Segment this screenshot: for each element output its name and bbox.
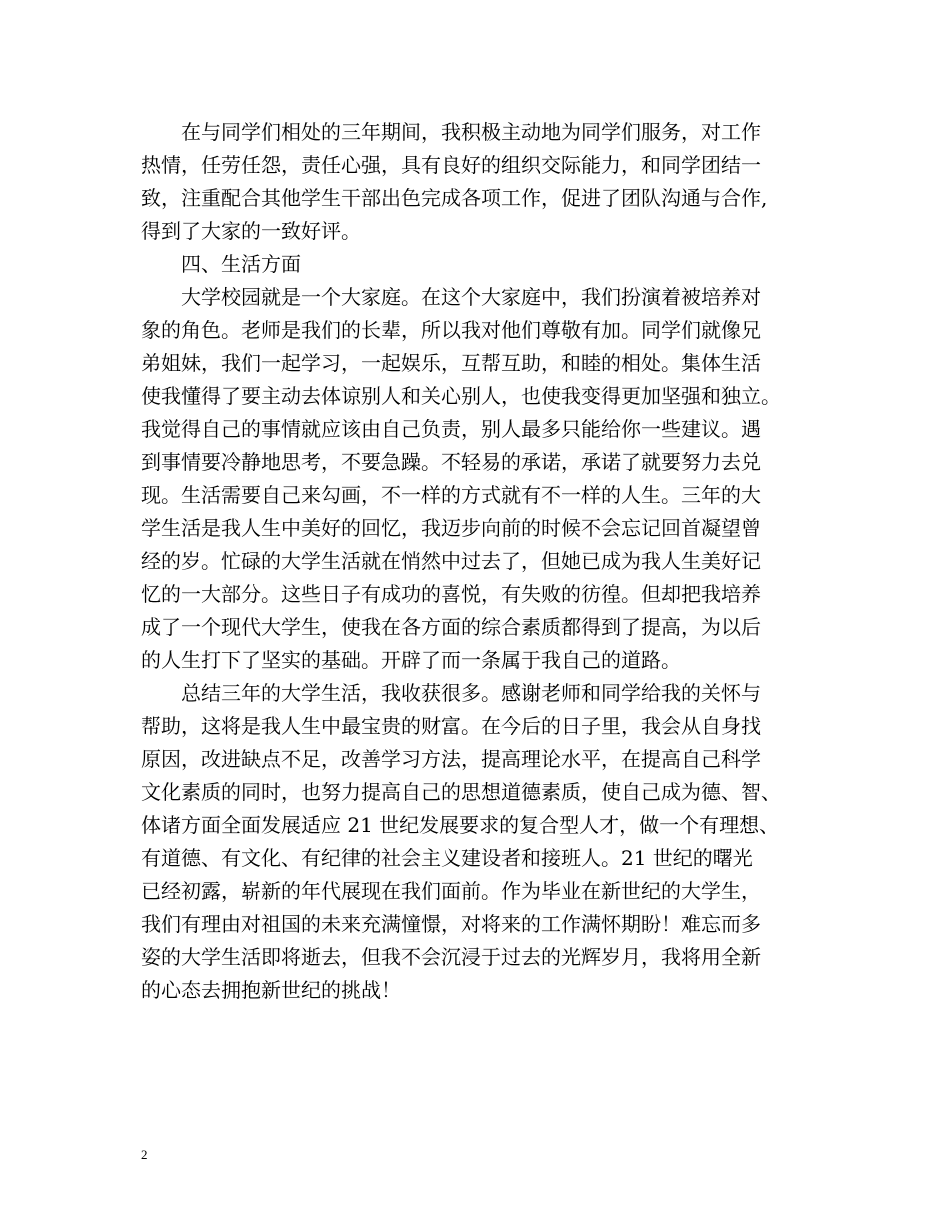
paragraph-line: 原因，改进缺点不足，改善学习方法，提高理论水平，在提高自己科学 [141,747,761,771]
paragraph-line: 经的岁。忙碌的大学生活就在悄然中过去了，但她已成为我人生美好记 [141,549,761,573]
paragraph-line: 到事情要冷静地思考，不要急躁。不轻易的承诺，承诺了就要努力去兑 [141,450,761,474]
paragraph-line: 在与同学们相处的三年期间，我积极主动地为同学们服务，对工作 [181,120,761,144]
paragraph-line: 我觉得自己的事情就应该由自己负责，别人最多只能给你一些建议。遇 [141,417,761,441]
paragraph-line: 弟姐妹，我们一起学习，一起娱乐，互帮互助，和睦的相处。集体生活 [141,351,761,375]
paragraph-line: 得到了大家的一致好评。 [141,219,361,243]
section-heading: 四、生活方面 [181,252,301,276]
paragraph-line: 象的角色。老师是我们的长辈，所以我对他们尊敬有加。同学们就像兄 [141,318,761,342]
paragraph-line: 成了一个现代大学生，使我在各方面的综合素质都得到了提高，为以后 [141,615,761,639]
page-number: 2 [141,1147,148,1162]
paragraph-line: 学生活是我人生中美好的回忆，我迈步向前的时候不会忘记回首凝望曾 [141,516,761,540]
paragraph-line: 使我懂得了要主动去体谅别人和关心别人，也使我变得更加坚强和独立。 [141,384,781,408]
paragraph-line: 体诸方面全面发展适应 21 世纪发展要求的复合型人才，做一个有理想、 [141,813,780,837]
paragraph-line: 现。生活需要自己来勾画，不一样的方式就有不一样的人生。三年的大 [141,483,761,507]
paragraph-line: 的心态去拥抱新世纪的挑战！ [141,978,401,1002]
paragraph-line: 的人生打下了坚实的基础。开辟了而一条属于我自己的道路。 [141,648,681,672]
paragraph-line: 总结三年的大学生活，我收获很多。感谢老师和同学给我的关怀与 [181,681,761,705]
paragraph-line: 致，注重配合其他学生干部出色完成各项工作，促进了团队沟通与合作, [141,186,768,210]
paragraph-line: 热情，任劳任怨，责任心强，具有良好的组织交际能力，和同学团结一 [141,153,761,177]
paragraph-line: 大学校园就是一个大家庭。在这个大家庭中，我们扮演着被培养对 [181,285,761,309]
paragraph-line: 忆的一大部分。这些日子有成功的喜悦，有失败的彷徨。但却把我培养 [141,582,761,606]
paragraph-line: 文化素质的同时，也努力提高自己的思想道德素质，使自己成为德、智、 [141,780,781,804]
paragraph-line: 姿的大学生活即将逝去，但我不会沉浸于过去的光辉岁月，我将用全新 [141,945,761,969]
paragraph-line: 我们有理由对祖国的未来充满憧憬，对将来的工作满怀期盼！难忘而多 [141,912,761,936]
paragraph-line: 已经初露，崭新的年代展现在我们面前。作为毕业在新世纪的大学生， [141,879,761,903]
paragraph-line: 帮助，这将是我人生中最宝贵的财富。在今后的日子里，我会从自身找 [141,714,761,738]
paragraph-line: 有道德、有文化、有纪律的社会主义建设者和接班人。21 世纪的曙光 [141,846,753,870]
